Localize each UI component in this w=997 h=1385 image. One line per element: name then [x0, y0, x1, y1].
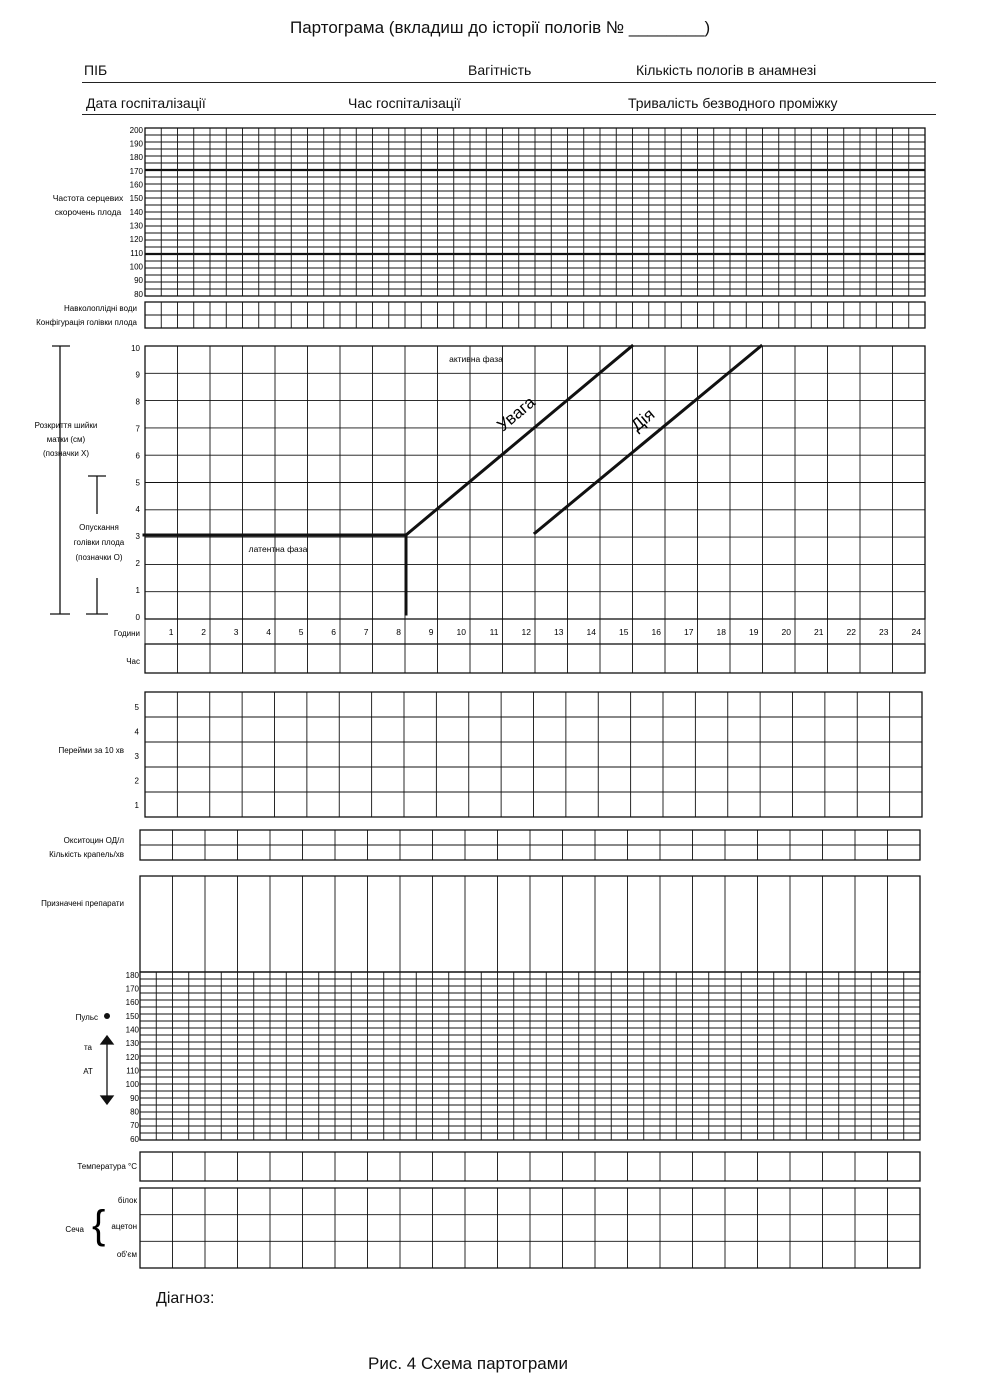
hour-label: 1	[168, 627, 174, 637]
axis-tick-label: 60	[130, 1134, 139, 1144]
axis-tick-label: 90	[130, 1093, 139, 1103]
alert-line	[406, 346, 632, 535]
axis-tick-label: 7	[135, 424, 140, 434]
descent-label-3: (позначки О)	[75, 553, 123, 562]
oxytocin-label-1: Окситоцин ОД/л	[63, 836, 124, 845]
pulse-bp-ticks	[126, 971, 140, 1144]
hour-label: 12	[521, 627, 531, 637]
hour-label: 15	[619, 627, 629, 637]
hour-label: 6	[331, 627, 336, 637]
axis-tick-label: 4	[135, 505, 140, 515]
hour-label: 13	[554, 627, 564, 637]
axis-tick-label: 10	[131, 343, 140, 353]
axis-tick-label: 9	[135, 370, 140, 380]
urine-row-volume: об'єм	[116, 1250, 137, 1259]
hour-label: 19	[749, 627, 759, 637]
drugs-label: Призначені препарати	[41, 899, 124, 908]
axis-tick-label: 110	[126, 1066, 139, 1076]
axis-tick-label: 0	[135, 612, 140, 622]
pulse-dot-icon	[104, 1013, 110, 1019]
contractions-label: Перейми за 10 хв	[58, 746, 124, 755]
descent-label-2: голівки плода	[73, 538, 125, 547]
alert-and-action-lines	[144, 346, 761, 614]
urine-row-protein: білок	[117, 1196, 137, 1205]
axis-tick-label: 190	[129, 139, 143, 149]
axis-tick-label: 120	[129, 235, 143, 245]
axis-tick-label: 140	[125, 1025, 139, 1035]
dilation-label-3: (позначки Х)	[42, 449, 90, 458]
time-row-grid	[145, 644, 925, 673]
axis-tick-label: 6	[135, 451, 140, 461]
urine-grid	[140, 1188, 920, 1268]
axis-tick-label: 5	[135, 478, 140, 488]
axis-tick-label: 110	[130, 248, 143, 258]
pregnancy-label: Вагітність	[468, 62, 532, 78]
time-row-label: Час	[126, 657, 140, 666]
fetal-heart-rate-ticks	[130, 126, 144, 299]
cervix-dilation-ticks	[131, 344, 140, 622]
hour-label: 9	[428, 627, 434, 637]
fhr-label-2: скорочень плода	[54, 207, 122, 217]
axis-tick-label: 90	[134, 276, 143, 286]
temperature-label: Температура °С	[77, 1162, 137, 1171]
temperature-grid	[140, 1152, 920, 1181]
axis-tick-label: 100	[125, 1080, 139, 1090]
axis-tick-label: 70	[130, 1121, 139, 1131]
axis-tick-label: 3	[135, 532, 140, 542]
diagnosis-label: Діагноз:	[156, 1290, 215, 1307]
pib-label: ПІБ	[84, 62, 108, 78]
hour-label: 24	[911, 627, 921, 637]
axis-tick-label: 4	[134, 727, 139, 737]
hour-label: 5	[298, 627, 304, 637]
hour-row-label: Години	[113, 629, 140, 638]
bp-arrow-icon	[101, 1036, 113, 1104]
pulse-label: Пульс	[75, 1013, 98, 1022]
axis-tick-label: 170	[125, 984, 139, 994]
hour-label: 8	[396, 627, 401, 637]
axis-tick-label: 180	[129, 153, 143, 163]
axis-tick-label: 180	[125, 970, 139, 980]
axis-tick-label: 160	[125, 998, 139, 1008]
active-phase-label: активна фаза	[449, 354, 503, 364]
hour-label: 4	[266, 627, 271, 637]
axis-tick-label: 150	[125, 1011, 139, 1021]
admission-date-label: Дата госпіталізації	[86, 95, 206, 111]
axis-tick-label: 80	[134, 289, 143, 299]
oxytocin-label-2: Кількість крапель/хв	[49, 850, 124, 859]
admission-time-label: Час госпіталізації	[348, 95, 461, 111]
hour-label: 23	[879, 627, 889, 637]
urine-brace-icon: {	[92, 1203, 106, 1247]
axis-tick-label: 130	[125, 1039, 139, 1049]
urine-label: Сеча	[65, 1225, 84, 1234]
hour-label: 3	[233, 627, 239, 637]
births-count-label: Кількість пологів в анамнезі	[636, 62, 817, 78]
axis-tick-label: 1	[135, 585, 140, 595]
axis-tick-label: 130	[129, 221, 143, 231]
axis-tick-label: 80	[130, 1107, 139, 1117]
pulse-bp-grid	[140, 972, 920, 1140]
action-line-label: Дія	[627, 404, 659, 436]
oxytocin-grid	[140, 830, 920, 860]
contractions-ticks	[135, 703, 140, 810]
dilation-bracket	[50, 346, 70, 614]
axis-tick-label: 150	[129, 194, 143, 204]
hour-label: 20	[781, 627, 791, 637]
axis-tick-label: 200	[129, 125, 143, 135]
hour-label: 14	[586, 627, 596, 637]
hour-labels	[145, 619, 925, 644]
hour-label: 17	[684, 627, 694, 637]
hour-label: 21	[814, 627, 824, 637]
bp-label-1: та	[83, 1043, 93, 1052]
alert-line-label: Увага	[493, 392, 539, 436]
axis-tick-label: 140	[129, 207, 143, 217]
bp-label-2: АТ	[83, 1067, 93, 1076]
axis-tick-label: 8	[135, 397, 140, 407]
hour-label: 2	[201, 627, 206, 637]
hour-label: 16	[651, 627, 661, 637]
axis-tick-label: 120	[125, 1052, 139, 1062]
descent-label-1: Опускання	[79, 523, 119, 532]
action-line	[535, 346, 761, 533]
waters-label-2: Конфігурація голівки плода	[36, 318, 137, 327]
contractions-grid	[145, 692, 922, 817]
waters-label-1: Навколоплідні води	[64, 304, 137, 313]
cervix-dilation-grid	[145, 346, 925, 619]
latent-phase-label: латентна фаза	[248, 544, 308, 554]
hour-label: 10	[456, 627, 466, 637]
partogram-title: Партограма (вкладиш до історії пологів № ________)	[290, 18, 711, 37]
axis-tick-label: 2	[134, 776, 139, 786]
axis-tick-label: 100	[129, 262, 143, 272]
axis-tick-label: 170	[129, 166, 143, 176]
hour-label: 11	[489, 627, 499, 637]
drugs-grid	[140, 876, 920, 972]
axis-tick-label: 1	[134, 800, 139, 810]
waterless-duration-label: Тривалість безводного проміжку	[628, 95, 838, 111]
fetal-heart-rate-grid	[145, 128, 925, 296]
figure-caption: Рис. 4 Схема партограми	[368, 1354, 568, 1373]
amniotic-fluid-grid	[145, 302, 925, 328]
axis-tick-label: 3	[134, 751, 139, 761]
hour-label: 22	[846, 627, 856, 637]
hour-label: 18	[716, 627, 726, 637]
axis-tick-label: 5	[134, 702, 139, 712]
axis-tick-label: 2	[135, 559, 140, 568]
urine-row-acetone: ацетон	[111, 1222, 137, 1231]
hour-label: 7	[363, 627, 369, 637]
fhr-label-1: Частота серцевих	[52, 193, 124, 203]
axis-tick-label: 160	[129, 180, 143, 190]
dilation-label-1: Розкриття шийки	[34, 421, 98, 430]
dilation-label-2: матки (см)	[46, 435, 86, 444]
